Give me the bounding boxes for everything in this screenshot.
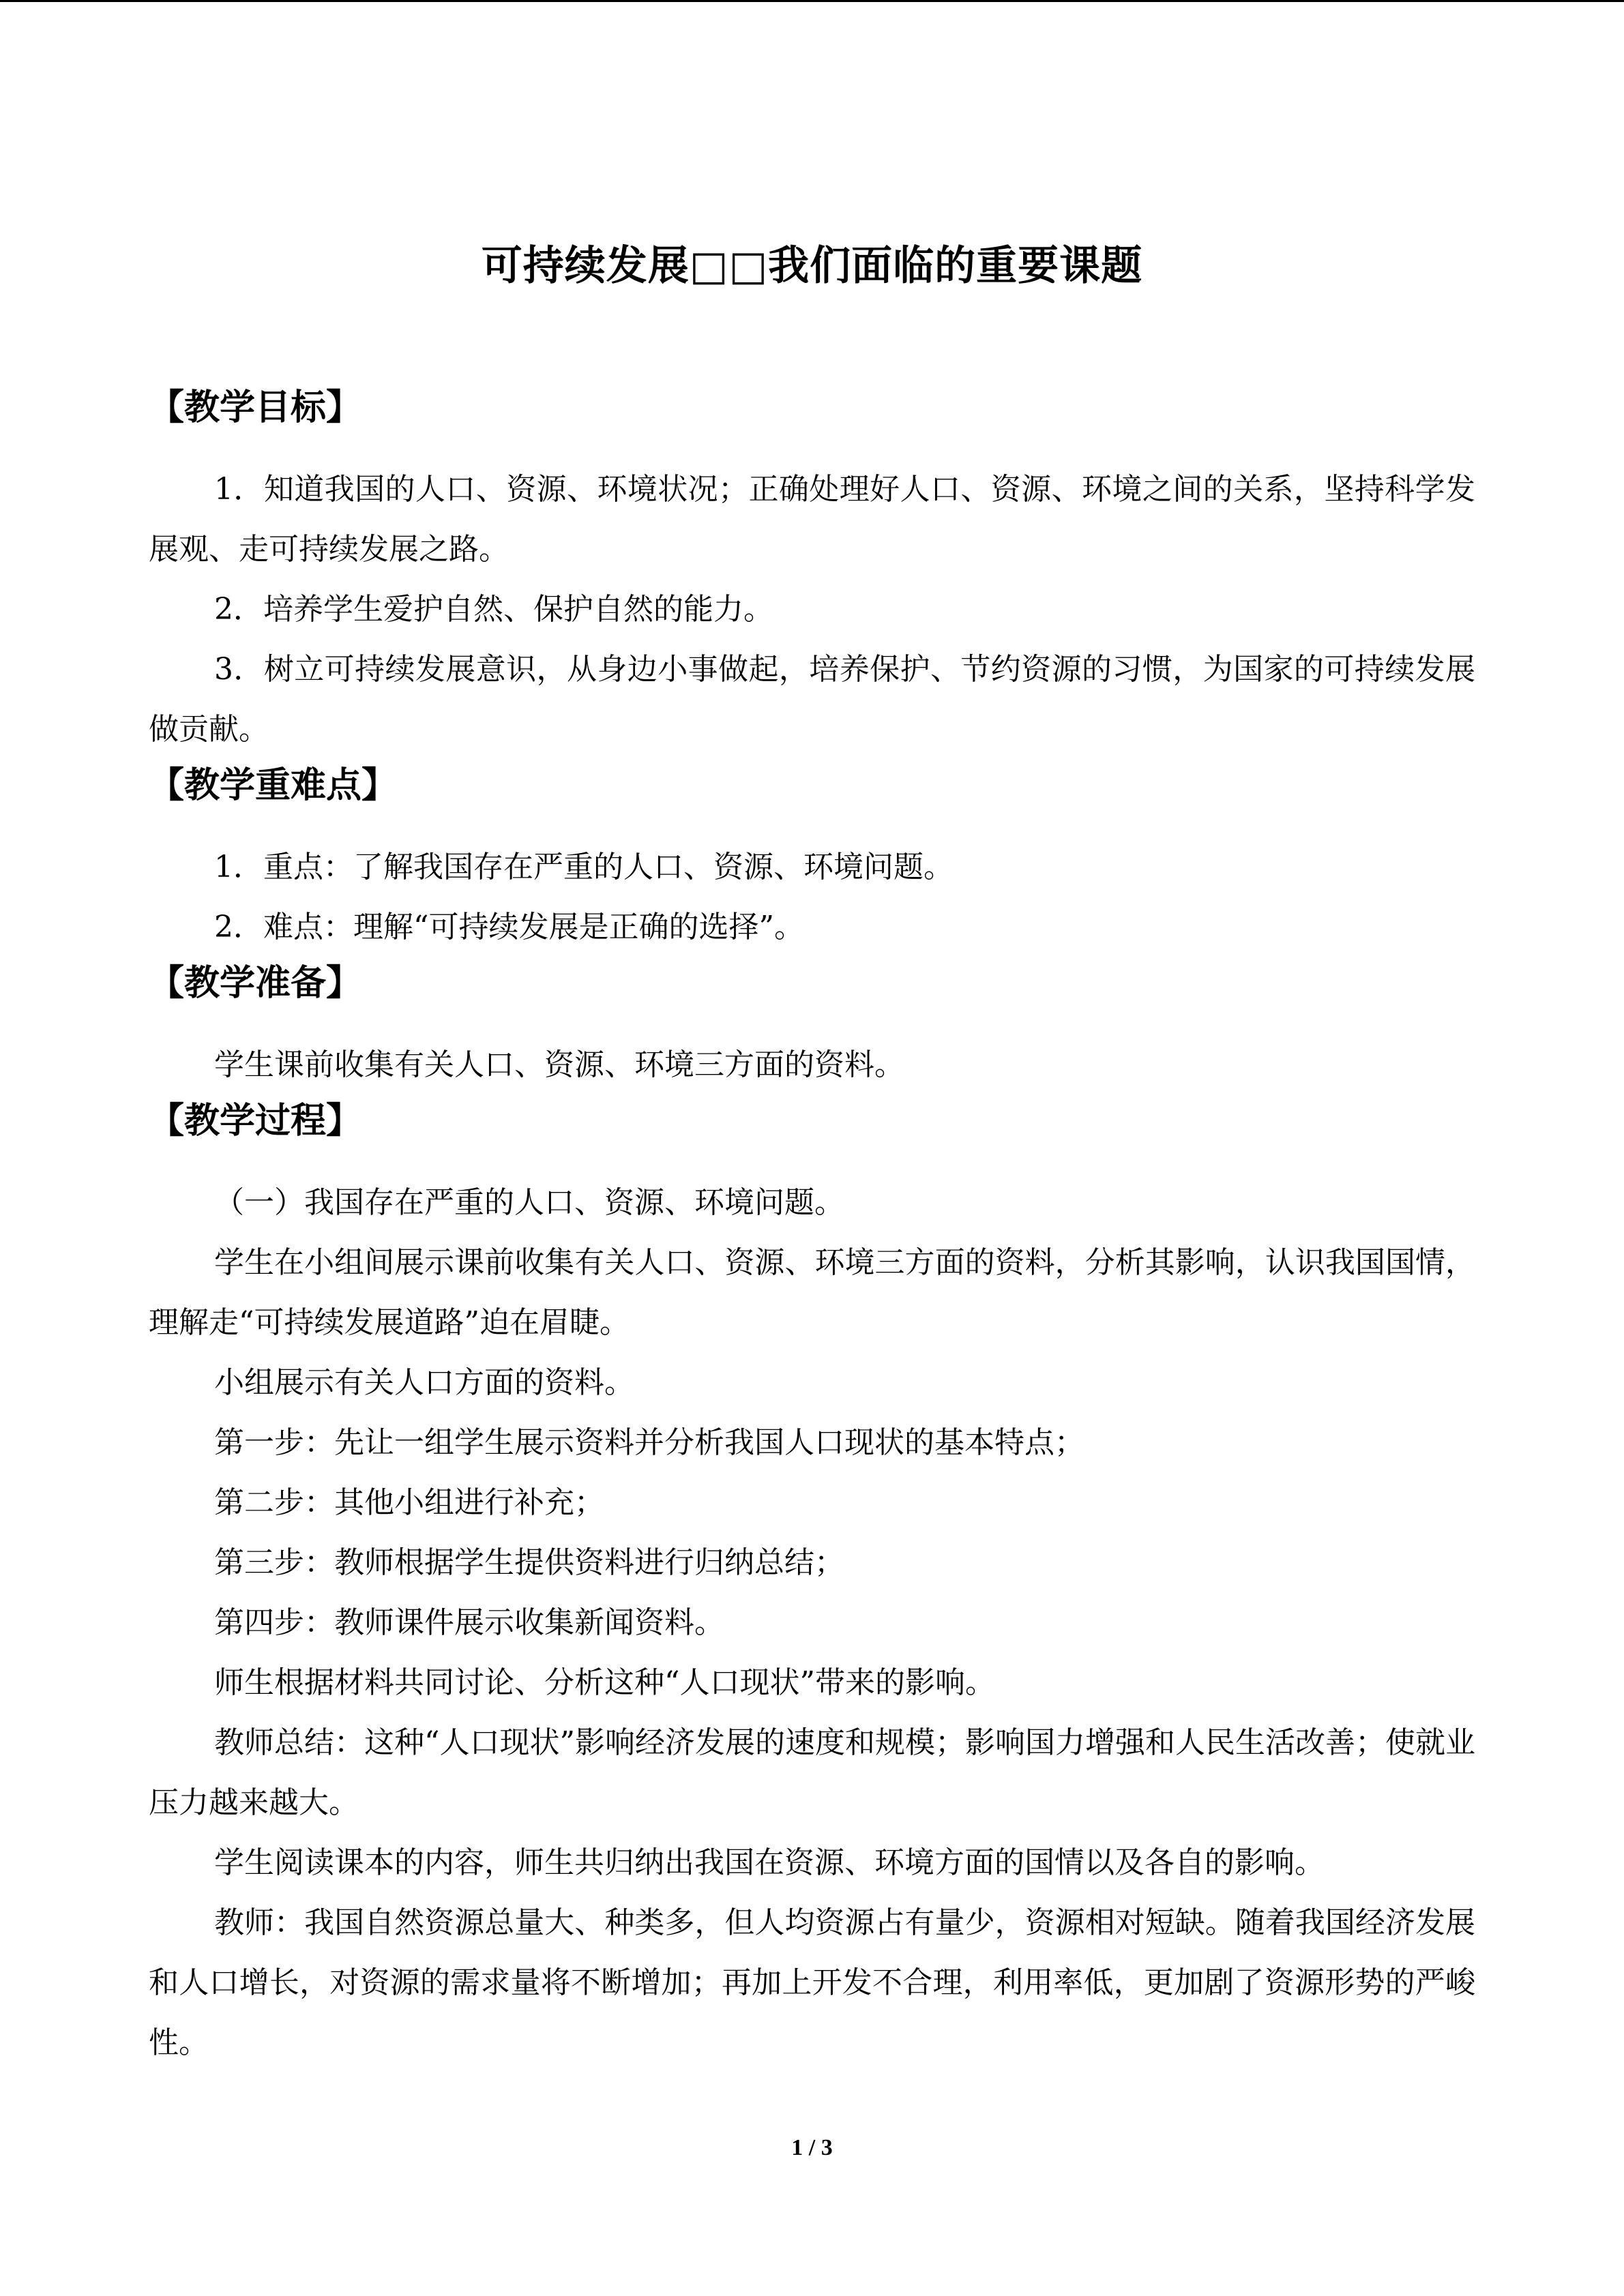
process-item: 第二步：其他小组进行补充； — [214, 1485, 604, 1520]
process-item: 师生根据材料共同讨论、分析这种“人口现状”带来的影响。 — [214, 1665, 995, 1700]
key-point-item: 2．难点：理解“可持续发展是正确的选择”。 — [214, 910, 804, 944]
process-item: 学生在小组间展示课前收集有关人口、资源、环境三方面的资料，分析其影响，认识我国国情，理解走“可持续发展道路”迫在眉睫。 — [149, 1245, 1475, 1340]
section-heading-preparation: 【教学准备】 — [149, 963, 362, 1004]
process-item: （一）我国存在严重的人口、资源、环境问题。 — [214, 1185, 844, 1220]
objective-item: 3．树立可持续发展意识，从身边小事做起，培养保护、节约资源的习惯，为国家的可持续发展做贡献。 — [149, 652, 1475, 747]
process-item: 第三步：教师根据学生提供资料进行归纳总结； — [214, 1545, 844, 1580]
document-body — [149, 382, 1475, 2073]
process-item: 小组展示有关人口方面的资料。 — [214, 1365, 634, 1400]
process-item: 教师总结：这种“人口现状”影响经济发展的速度和规模；影响国力增强和人民生活改善；使就业压力越来越大。 — [149, 1725, 1475, 1820]
objective-item: 1．知道我国的人口、资源、环境状况；正确处理好人口、资源、环境之间的关系，坚持科学发展观、走可持续发展之路。 — [149, 472, 1475, 567]
section-heading-objectives: 【教学目标】 — [149, 387, 362, 428]
process-item: 第一步：先让一组学生展示资料并分析我国人口现状的基本特点； — [214, 1425, 1084, 1460]
preparation-item: 学生课前收集有关人口、资源、环境三方面的资料。 — [214, 1047, 904, 1082]
objective-item: 2．培养学生爱护自然、保护自然的能力。 — [214, 592, 773, 627]
page-number: 1 / 3 — [791, 2135, 833, 2160]
process-item: 第四步：教师课件展示收集新闻资料。 — [214, 1605, 724, 1640]
document-title: 可持续发展□□我们面临的重要课题 — [481, 242, 1143, 290]
key-point-item: 1．重点：了解我国存在严重的人口、资源、环境问题。 — [214, 850, 954, 884]
process-item: 学生阅读课本的内容，师生共归纳出我国在资源、环境方面的国情以及各自的影响。 — [214, 1845, 1325, 1880]
section-heading-key-points: 【教学重难点】 — [149, 765, 398, 806]
top-border-line — [0, 0, 1624, 2]
section-heading-process: 【教学过程】 — [149, 1101, 362, 1142]
process-item: 教师：我国自然资源总量大、种类多，但人均资源占有量少，资源相对短缺。随着我国经济发展和人口增长，对资源的需求量将不断增加；再加上开发不合理，利用率低，更加剧了资源形势的严峻性。 — [149, 1905, 1475, 2060]
